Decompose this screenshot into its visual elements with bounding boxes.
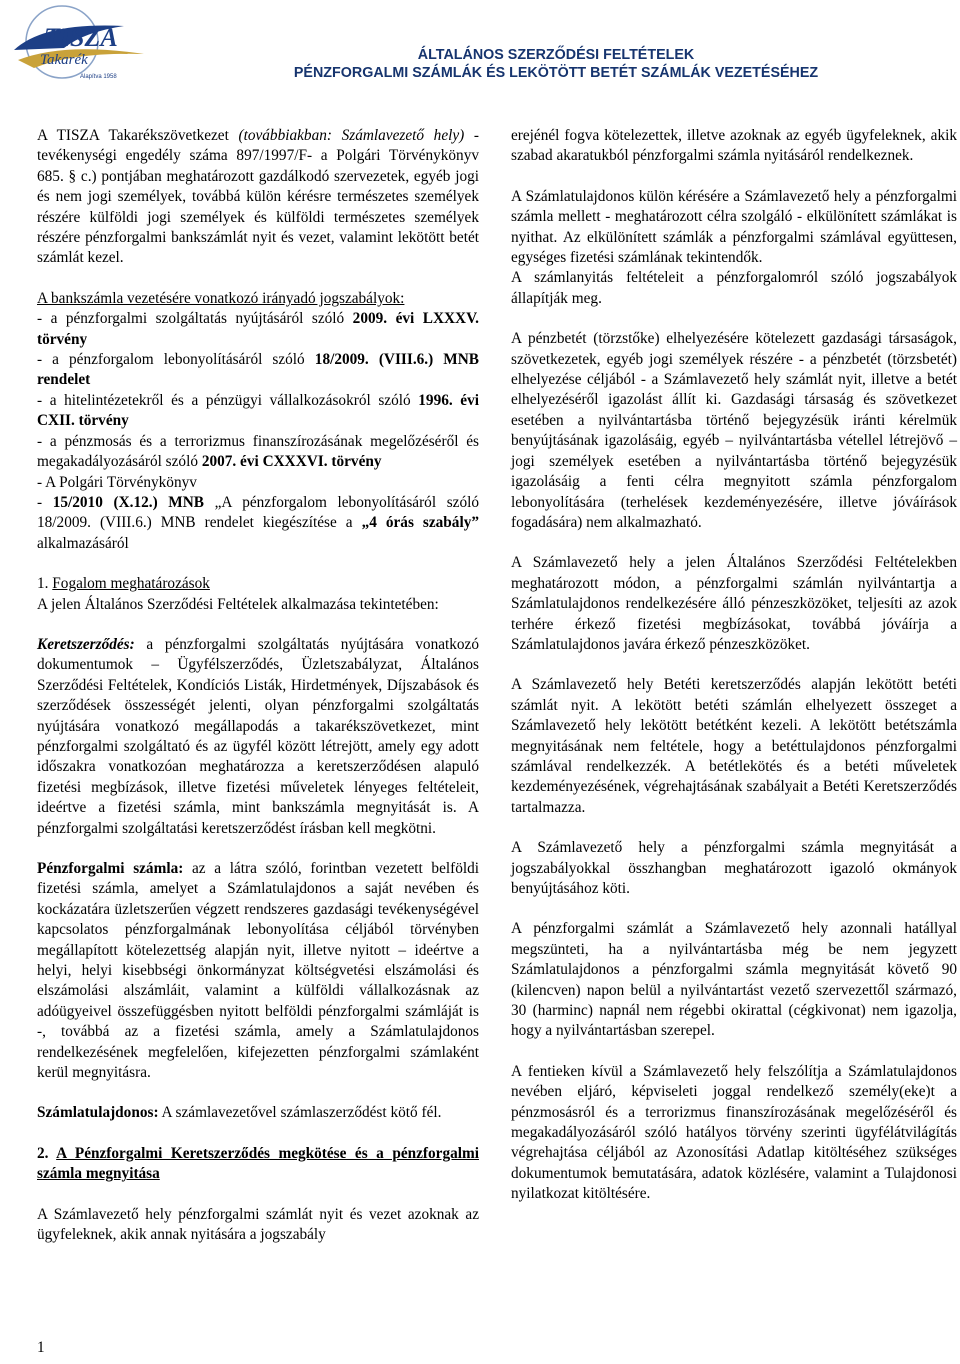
law-item: - A Polgári Törvénykönyv (37, 473, 197, 491)
paragraph: A Számlavezető hely a pénzforgalmi számla megnyitását a jogszabályokkal összhangban meghatározott igazoló okmányok benyújtásához köti. (511, 839, 957, 897)
definition-term: Pénzforgalmi számla: (37, 860, 184, 877)
law-text: alkalmazásáról (37, 534, 129, 552)
definition-penzforgalmi-szamla (37, 859, 479, 1083)
law-item (37, 391, 479, 432)
law-ref: 18/2009. (VIII.6.) MNB rendelet (37, 351, 479, 389)
paragraph: A számlanyitás feltételeit a pénzforgalomról szóló jogszabályok állapítják meg. (511, 269, 957, 307)
law-text: „A pénzforgalom lebonyolításáról szóló 18/2009. (VIII.6.) MNB rendelet kiegészítése a (37, 493, 479, 532)
definition-text: A számlavezetővel számlaszerződést kötő fél. (158, 1104, 442, 1122)
logo-text: TISZA (44, 23, 118, 52)
laws-heading (37, 289, 479, 309)
section-number: 2. (37, 1144, 57, 1162)
logo-founded: Alapítva 1958 (80, 74, 117, 80)
laws-heading-text: A bankszámla vezetésére vonatkozó irányadó jogszabályok: (37, 289, 405, 307)
definition-text: a pénzforgalmi szolgáltatás nyújtására vonatkozó dokumentumok – Ügyfélszerződés, Üzletszabályzat, Általános Szerződési Feltételek, Kondíciós Listák, Hirdetmények, Díjszabások és szerződések összességét jelenti, olyan pénzforgalmi szolgáltatás nyújtására vonatkozó megállapodás a takarékszövetkezet, mint pénzforgalmi szolgáltató és az ügyfél között létrejött, amely egy adott időszakra vonatkozóan meghatározza a keretszerződésen alapuló fizetési megbízások, illetve fizetési műveletek lényeges feltételeit, ideértve a fizetési számla, mint bankszámla megnyitását is. A pénzforgalmi szolgáltatási keretszerződést írásban kell megkötni. (37, 635, 479, 837)
paragraph: A Számlavezető hely Betéti keretszerződés alapján lekötött betéti számlát nyit. A lekötött betéti számlán elhelyezett összeget a Számlavezető hely lekötött betétként kezeli. A lekötött betétszámla megnyitásának nem feltétele, hogy a betéttulajdonos pénzforgalmi számlával rendelkezzék. A betétlekötés és a betéti műveletek kezdeményezésének, végrehajtásának szabályait a Betéti Keretszerződés tartalmazza. (511, 676, 957, 816)
section-title: Fogalom meghatározások (52, 575, 210, 593)
section-title: A Pénzforgalmi Keretszerződés megkötése és a pénzforgalmi számla megnyitása (37, 1144, 479, 1183)
law-text: - a pénzforgalom lebonyolításáról szóló (37, 351, 315, 369)
definition-text: az a látra szóló, forintban vezetett belföldi fizetési számla, amelyet a Számlatulajdonos a saját nevében és kockázatára üzletszerűen végzett rendszeres gazdasági tevékenységével kapcsolatos pénzforgalmának lebonyolítása céljából törvényben megállapított kötelezettség alapján nyit, illetve nyitott – ideértve a helyi, helyi kisebbségi önkormányzat költségvetési elszámolási és elszámolási alszámláit, valamint a külföldi vállalkozásnak az adóügyeivel összefüggésben nyitott belföldi pénzforgalmi számláját is -, továbbá az a fizetési számla, amely a Számlatulajdonos rendelkezésének megfelelően, kifejezetten pénzforgalmi számlaként kerül megnyitásra. (37, 860, 480, 1082)
law-ref: 15/2010 (X.12.) MNB (52, 493, 204, 511)
intro-text-cont: - tevékenységi engedély száma 897/1997/F- a Polgári Törvénykönyv 685. § c.) pontjában meghatározott gazdálkodó szervezetek, egyéb jogi és nem jogi személyek, továbbá külön kérésre természetes személyek részére külföldi jogi személyek és külföldi természetes személyek részére pénzforgalmi bankszámlát nyit és vezet, valamint lekötött betét számlát kezel. (37, 127, 480, 267)
section-2-heading (37, 1144, 479, 1185)
definition-term: Számlatulajdonos: (37, 1104, 159, 1122)
law-text: - a pénzforgalmi szolgáltatás nyújtásáról szóló (37, 310, 353, 328)
section-1-heading (37, 574, 479, 594)
paragraph: A pénzforgalmi számlát a Számlavezető hely azonnali hatállyal megszünteti, ha a nyilvántartásba még be nem jegyzett Számlatulajdonos a pénzforgalmi számla megnyitását követő 90 (kilencven) napon belül a nyilvántartást vezető szervezettől származó, 30 (harminc) napnál nem régebbi okirattal (cégkivonat) nem igazolja, hogy a nyilvántartásban szerepel. (511, 920, 957, 1040)
law-ref: 2009. évi LXXXV. törvény (37, 310, 479, 348)
law-text: - a pénzmosás és a terrorizmus finanszírozásának megelőzéséről és megakadályozásáról szóló (37, 432, 479, 471)
law-ref: 1996. évi CXII. törvény (37, 391, 479, 430)
section-1-text: A jelen Általános Szerződési Feltételek alkalmazása tekintetében: (37, 595, 439, 613)
left-column (37, 126, 479, 1266)
paragraph: A Számlavezető hely a jelen Általános Szerződési Feltételekben meghatározott módon, a pénzforgalmi számlán nyilvántartja a Számlatulajdonos rendelkezésére álló pénzeszközöket, teljesíti az azok terhére érkező fizetési megbízásokat, továbbá jóváírja a Számlatulajdonos javára érkező pénzeszközöket. (511, 554, 957, 653)
section-2-text: A Számlavezető hely pénzforgalmi számlát nyit és vezet azoknak az ügyfeleknek, akik annak nyitására a jogszabály (37, 1205, 479, 1244)
law-item (37, 309, 479, 350)
definition-keretszerzodes (37, 635, 479, 839)
intro-text: A TISZA Takarékszövetkezet (37, 127, 239, 144)
header-subtitle: PÉNZFORGALMI SZÁMLÁK ÉS LEKÖTÖTT BETÉT SZÁMLÁK VEZETÉSÉHEZ (293, 65, 819, 81)
paragraph: A pénzbetét (törzstőke) elhelyezésére kötelezett gazdasági társaságok, szövetkezetek, egyéb jogi személyek részére - a pénzbetét (törzsbetét) elhelyezése céljából - a Számlavezető hely számlát nyit, illetve a betét elhelyezéséről igazolást állít ki. Gazdasági társaság és szövetkezet esetében a nyilvántartásba történő bejegyzésük iránti kérelmük benyújtásának igazolásáig, egyéb – nyilvántartásba vétellel létrejövő – jogi személyek esetében a nyilvántartásba történő bejegyzésük igazolásáig a fenti célra megnyitott számla pénzforgalom lebonyolítására (terhelések kezdeményezésére, illetve jóváírások fogadására) nem alkalmazható. (511, 330, 957, 531)
law-ref: 2007. évi CXXXVI. törvény (201, 453, 382, 471)
right-column (511, 126, 957, 1225)
definition-szamlatulajdonos (37, 1103, 479, 1123)
document-header (166, 46, 946, 82)
paragraph: erejénél fogva kötelezettek, illetve azoknak az egyéb ügyfeleknek, akik szabad akaratukból pénzforgalmi számla nyitásáról rendelkeznek. (511, 127, 957, 165)
intro-italic: (továbbiakban: Számlavezető hely) (238, 127, 465, 144)
paragraph: A Számlatulajdonos külön kérésére a Számlavezető hely a pénzforgalmi számla mellett - meghatározott célra szolgáló - elkülönített számlákat is nyithat. Az elkülönített számlák a pénzforgalmi számlával együttesen, egységes fizetési számlának tekintendők. (511, 187, 957, 267)
section-number: 1. (37, 575, 53, 593)
paragraph: A fentieken kívül a Számlavezető hely felszólítja a Számlatulajdonos nevében eljáró, képviseleti joggal rendelkező személy(eke)t a pénzmosásról és a terrorizmus finanszírozásának megelőzéséről és megakadályozásáról szóló hatályos törvény szerinti ügyfélátvilágítás végrehajtása céljából az Azonosítási Adatlap kitöltéséhez szükséges dokumentumok bemutatására, adatok közlésére, valamint a Tulajdonosi nyilatkozat kitöltésére. (511, 1062, 957, 1203)
law-ref: „4 órás szabály” (361, 514, 479, 532)
law-text: - a hitelintézetekről és a pénzügyi vállalkozásokról szóló (37, 391, 419, 409)
intro-paragraph (37, 126, 479, 269)
law-item (37, 350, 479, 391)
header-title: ÁLTALÁNOS SZERZŐDÉSI FELTÉTELEK (417, 47, 695, 63)
definition-term: Keretszerződés: (37, 635, 135, 653)
page-number: 1 (37, 1339, 45, 1356)
law-item (37, 432, 479, 473)
logo-subtext: Takarék (40, 52, 88, 68)
tisza-takarek-logo (4, 2, 154, 84)
law-item (37, 493, 479, 554)
law-text: - (37, 493, 53, 511)
